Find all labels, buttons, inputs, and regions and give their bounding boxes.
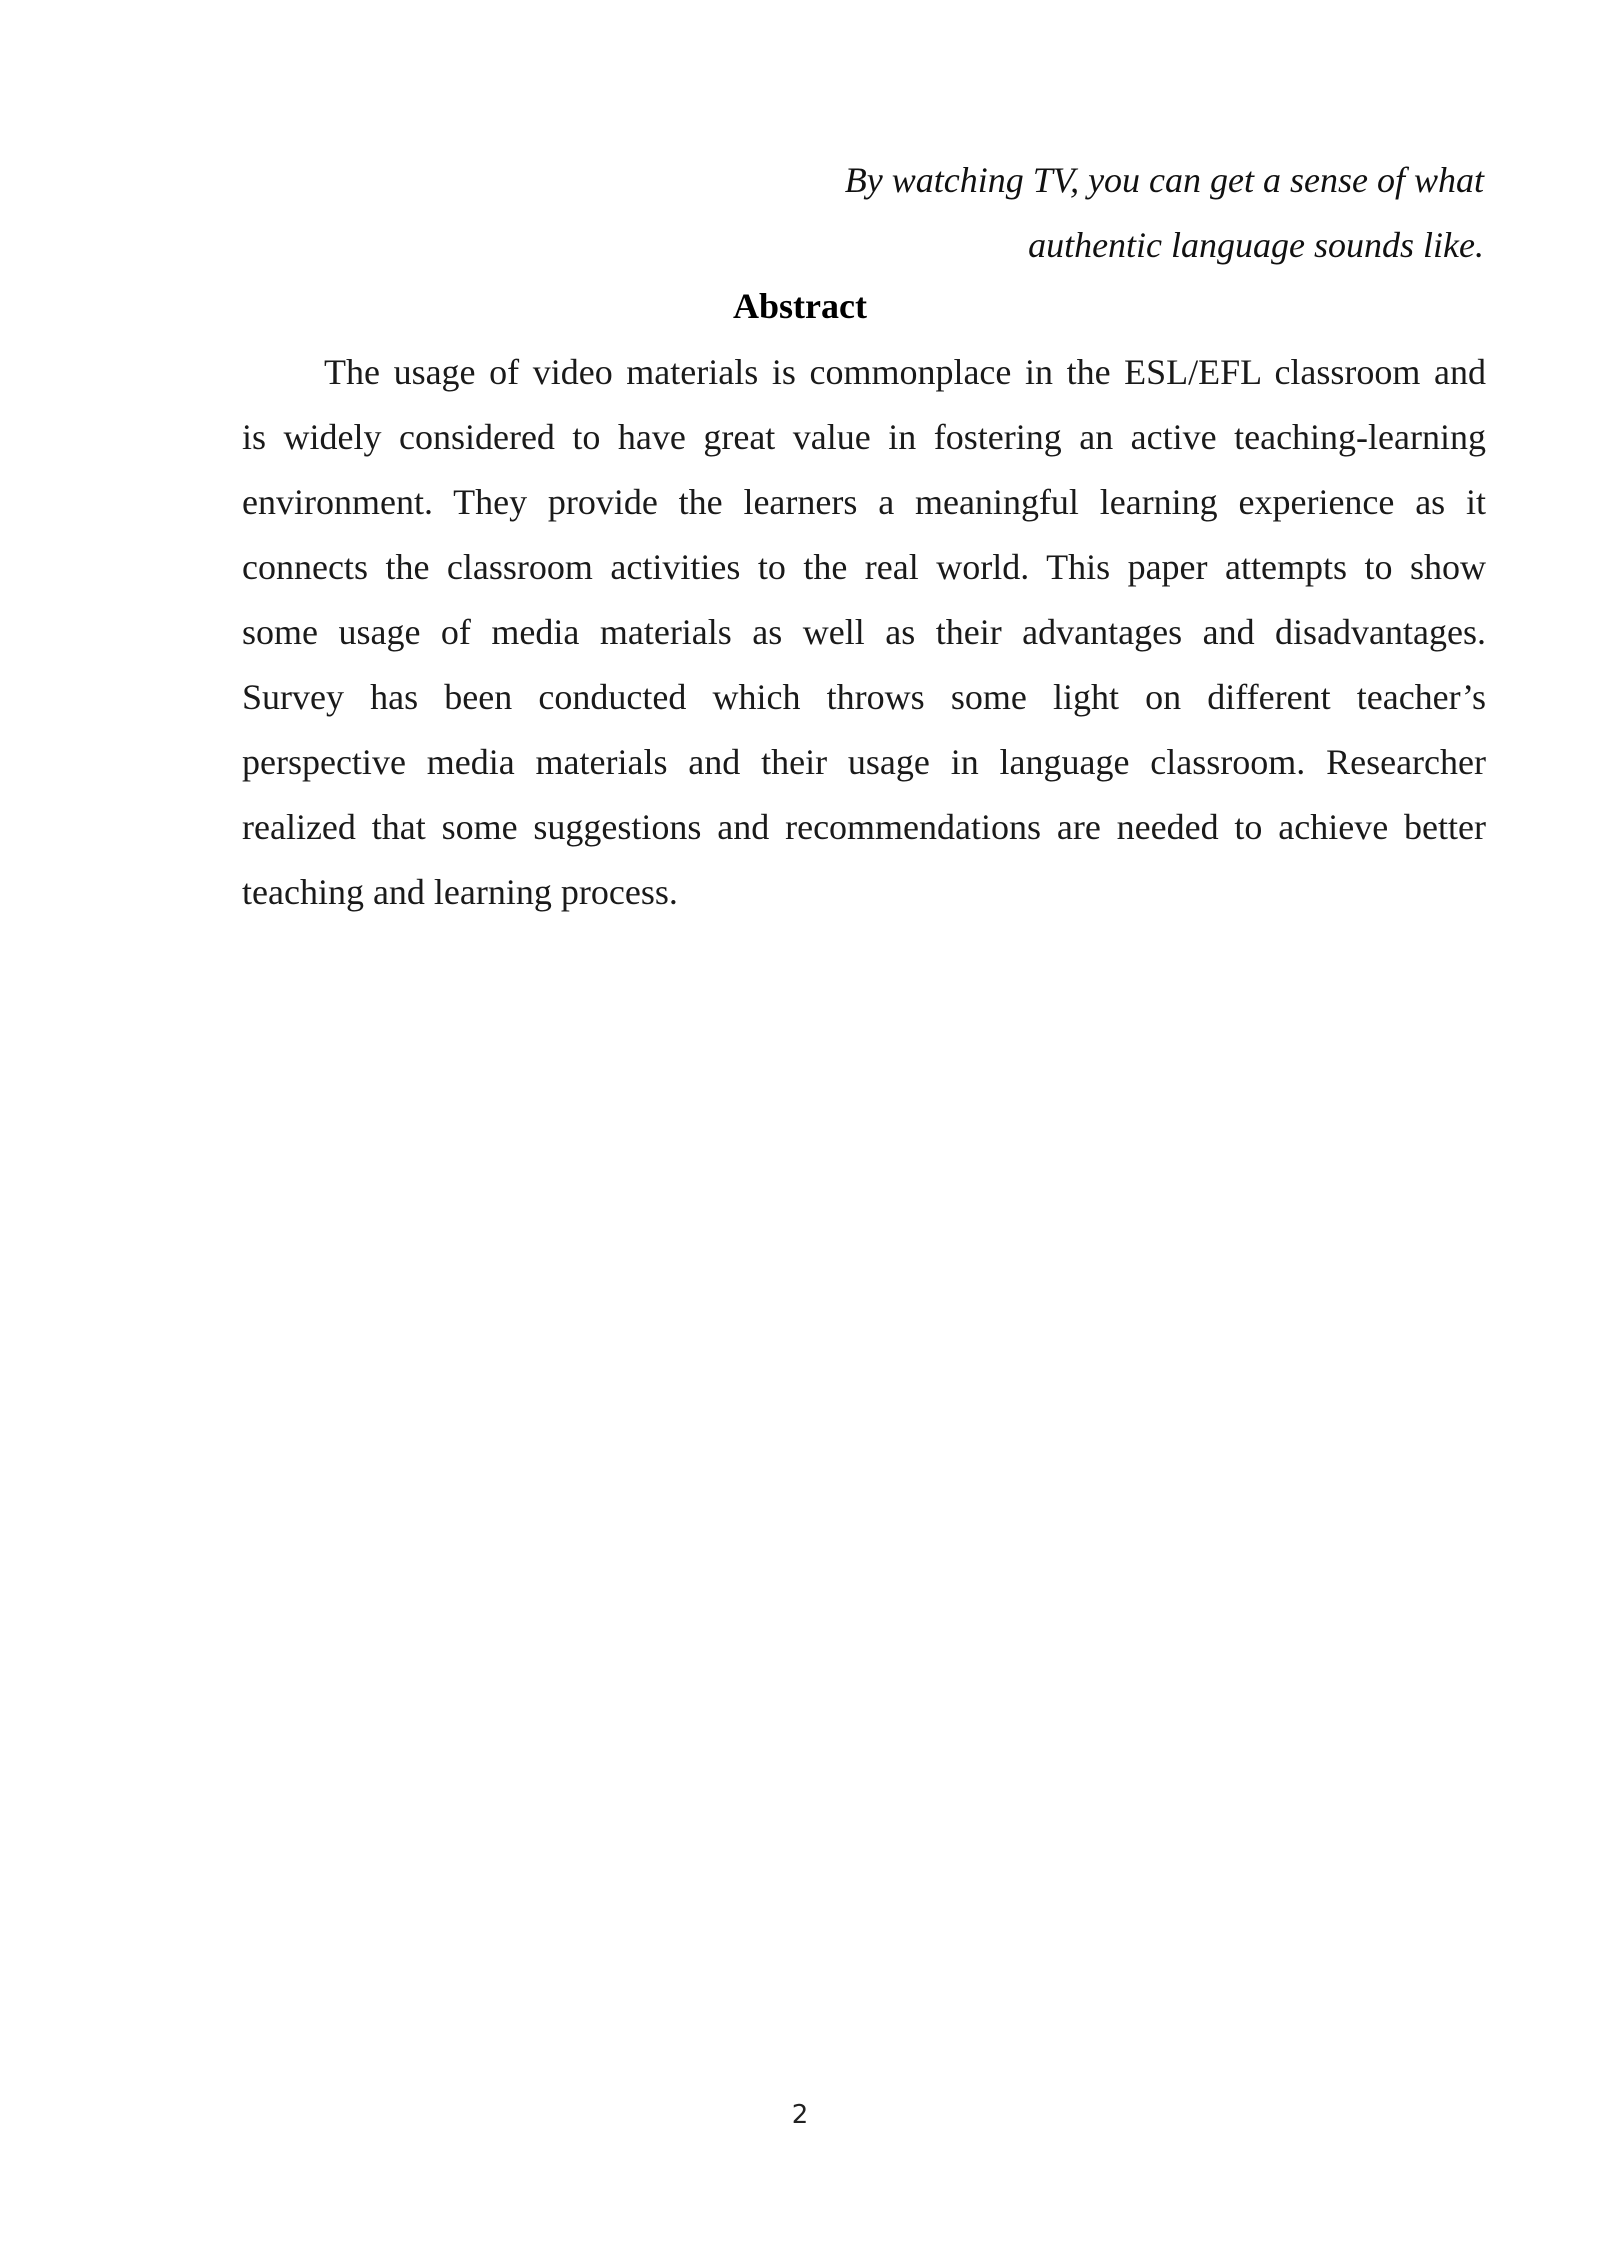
abstract-line: The usage of video materials is commonplace in the ESL/EFL classroom and <box>324 352 1486 392</box>
epigraph-line: authentic language sounds like. <box>1028 225 1484 265</box>
abstract-line: Survey has been conducted which throws some light on different teacher’s <box>242 677 1486 717</box>
abstract-line: teaching and learning process. <box>242 872 678 912</box>
abstract-heading: Abstract <box>733 286 867 326</box>
abstract-line: some usage of media materials as well as their advantages and disadvantages. <box>242 612 1486 652</box>
abstract-line: is widely considered to have great value in fostering an active teaching-learning <box>242 417 1486 457</box>
page-number: 2 <box>791 2100 809 2130</box>
abstract-line: connects the classroom activities to the real world. This paper attempts to show <box>242 547 1486 587</box>
abstract-line: realized that some suggestions and recommendations are needed to achieve better <box>242 807 1486 847</box>
abstract-paragraph <box>242 340 1486 925</box>
epigraph-quote <box>584 148 1484 278</box>
epigraph-line: By watching TV, you can get a sense of what <box>844 160 1484 200</box>
abstract-line: perspective media materials and their usage in language classroom. Researcher <box>242 742 1486 782</box>
abstract-line: environment. They provide the learners a meaningful learning experience as it <box>242 482 1486 522</box>
